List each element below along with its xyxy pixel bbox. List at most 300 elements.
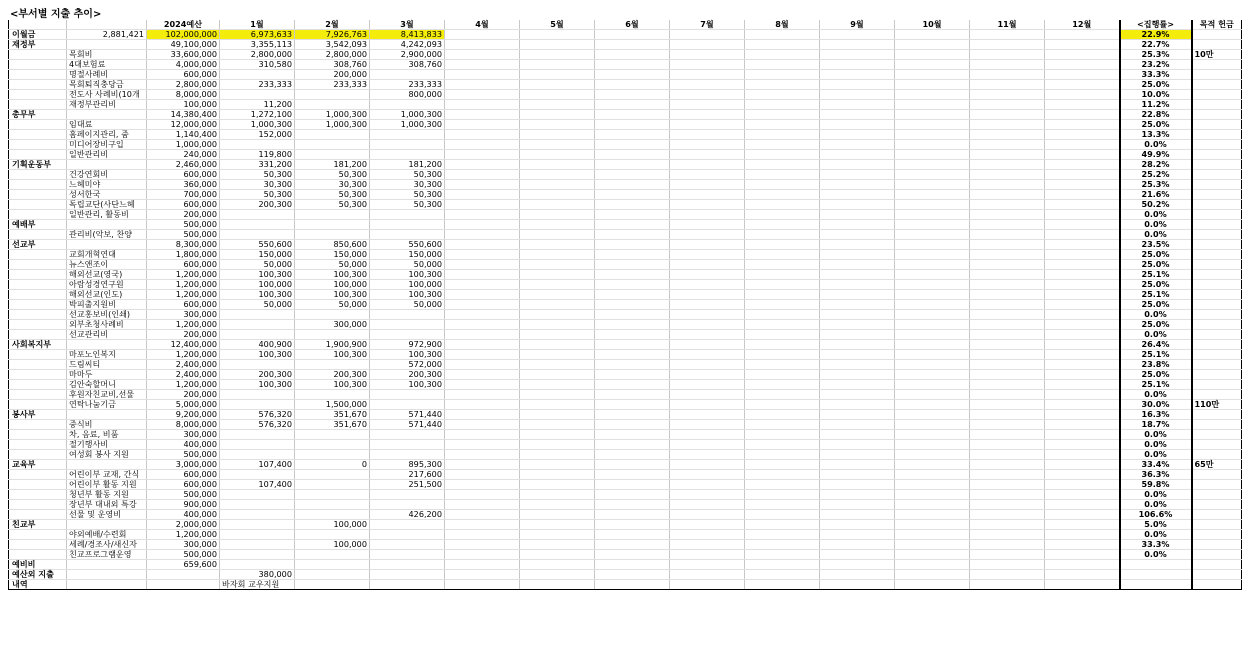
amount-cell[interactable]	[670, 380, 745, 390]
amount-cell[interactable]	[445, 380, 520, 390]
execution-rate-cell[interactable]: 25.3%	[1120, 180, 1192, 190]
department-cell[interactable]	[9, 450, 67, 460]
department-cell[interactable]	[9, 510, 67, 520]
amount-cell[interactable]	[895, 510, 970, 520]
amount-cell[interactable]	[745, 260, 820, 270]
amount-cell[interactable]	[970, 430, 1045, 440]
amount-cell[interactable]	[1045, 260, 1120, 270]
amount-cell[interactable]	[370, 450, 445, 460]
designated-offering-cell[interactable]	[1192, 160, 1242, 170]
amount-cell[interactable]	[520, 90, 595, 100]
amount-cell[interactable]	[1045, 390, 1120, 400]
amount-cell[interactable]: 600,000	[147, 300, 220, 310]
amount-cell[interactable]	[820, 110, 895, 120]
amount-cell[interactable]	[595, 260, 670, 270]
amount-cell[interactable]	[445, 80, 520, 90]
amount-cell[interactable]	[445, 40, 520, 50]
item-cell[interactable]: 어린이부 교재, 간식	[67, 470, 147, 480]
amount-cell[interactable]	[820, 200, 895, 210]
amount-cell[interactable]	[820, 340, 895, 350]
amount-cell[interactable]	[745, 420, 820, 430]
execution-rate-cell[interactable]: 33.4%	[1120, 460, 1192, 470]
amount-cell[interactable]	[595, 480, 670, 490]
amount-cell[interactable]	[895, 410, 970, 420]
execution-rate-cell[interactable]: 25.0%	[1120, 320, 1192, 330]
amount-cell[interactable]: 1,000,300	[295, 110, 370, 120]
amount-cell[interactable]	[745, 490, 820, 500]
column-header[interactable]: 12월	[1045, 20, 1120, 30]
department-cell[interactable]: 선교부	[9, 240, 67, 250]
amount-cell[interactable]	[820, 470, 895, 480]
amount-cell[interactable]	[745, 220, 820, 230]
amount-cell[interactable]	[445, 180, 520, 190]
execution-rate-cell[interactable]: 0.0%	[1120, 310, 1192, 320]
amount-cell[interactable]	[745, 470, 820, 480]
amount-cell[interactable]	[670, 280, 745, 290]
amount-cell[interactable]	[595, 520, 670, 530]
amount-cell[interactable]: 500,000	[147, 220, 220, 230]
amount-cell[interactable]	[745, 320, 820, 330]
amount-cell[interactable]	[445, 370, 520, 380]
amount-cell[interactable]	[520, 150, 595, 160]
amount-cell[interactable]	[595, 30, 670, 40]
amount-cell[interactable]	[970, 220, 1045, 230]
department-cell[interactable]	[9, 390, 67, 400]
designated-offering-cell[interactable]	[1192, 470, 1242, 480]
amount-cell[interactable]	[1045, 440, 1120, 450]
amount-cell[interactable]: 850,600	[295, 240, 370, 250]
item-cell[interactable]: 청년부 활동 지원	[67, 490, 147, 500]
item-cell[interactable]: 마포노인복지	[67, 350, 147, 360]
amount-cell[interactable]	[670, 200, 745, 210]
amount-cell[interactable]	[1045, 200, 1120, 210]
item-cell[interactable]: 후원자친교비,선물	[67, 390, 147, 400]
amount-cell[interactable]	[745, 580, 820, 590]
item-cell[interactable]: 일반관리, 활동비	[67, 210, 147, 220]
amount-cell[interactable]: 1,000,300	[220, 120, 295, 130]
amount-cell[interactable]	[220, 230, 295, 240]
amount-cell[interactable]	[745, 80, 820, 90]
designated-offering-cell[interactable]: 65만	[1192, 460, 1242, 470]
amount-cell[interactable]	[220, 540, 295, 550]
item-cell[interactable]	[67, 160, 147, 170]
designated-offering-cell[interactable]	[1192, 440, 1242, 450]
amount-cell[interactable]	[970, 80, 1045, 90]
amount-cell[interactable]	[745, 170, 820, 180]
execution-rate-cell[interactable]: 36.3%	[1120, 470, 1192, 480]
amount-cell[interactable]	[745, 450, 820, 460]
amount-cell[interactable]	[295, 130, 370, 140]
amount-cell[interactable]	[220, 140, 295, 150]
amount-cell[interactable]: 360,000	[147, 180, 220, 190]
execution-rate-cell[interactable]: 25.0%	[1120, 250, 1192, 260]
amount-cell[interactable]	[745, 530, 820, 540]
amount-cell[interactable]	[745, 270, 820, 280]
amount-cell[interactable]	[670, 220, 745, 230]
item-cell[interactable]	[67, 560, 147, 570]
amount-cell[interactable]	[895, 540, 970, 550]
amount-cell[interactable]	[670, 40, 745, 50]
amount-cell[interactable]	[370, 440, 445, 450]
amount-cell[interactable]	[595, 60, 670, 70]
amount-cell[interactable]	[520, 250, 595, 260]
item-cell[interactable]: 해외선교(인도)	[67, 290, 147, 300]
amount-cell[interactable]	[445, 220, 520, 230]
execution-rate-cell[interactable]: 26.4%	[1120, 340, 1192, 350]
amount-cell[interactable]	[520, 360, 595, 370]
amount-cell[interactable]: 572,000	[370, 360, 445, 370]
item-cell[interactable]: 4대보험료	[67, 60, 147, 70]
amount-cell[interactable]: 0	[295, 460, 370, 470]
amount-cell[interactable]	[520, 110, 595, 120]
amount-cell[interactable]	[745, 460, 820, 470]
amount-cell[interactable]	[220, 310, 295, 320]
department-cell[interactable]	[9, 100, 67, 110]
amount-cell[interactable]	[445, 340, 520, 350]
amount-cell[interactable]	[895, 480, 970, 490]
amount-cell[interactable]	[895, 580, 970, 590]
amount-cell[interactable]	[445, 100, 520, 110]
amount-cell[interactable]	[370, 220, 445, 230]
amount-cell[interactable]: 550,600	[220, 240, 295, 250]
amount-cell[interactable]	[670, 540, 745, 550]
amount-cell[interactable]	[820, 220, 895, 230]
amount-cell[interactable]	[895, 470, 970, 480]
amount-cell[interactable]	[445, 30, 520, 40]
amount-cell[interactable]	[895, 550, 970, 560]
amount-cell[interactable]	[520, 580, 595, 590]
amount-cell[interactable]	[745, 200, 820, 210]
amount-cell[interactable]	[670, 110, 745, 120]
amount-cell[interactable]	[970, 540, 1045, 550]
amount-cell[interactable]: 800,000	[370, 90, 445, 100]
amount-cell[interactable]	[895, 570, 970, 580]
department-cell[interactable]	[9, 420, 67, 430]
amount-cell[interactable]	[895, 230, 970, 240]
amount-cell[interactable]	[745, 280, 820, 290]
amount-cell[interactable]	[670, 210, 745, 220]
amount-cell[interactable]	[445, 520, 520, 530]
amount-cell[interactable]	[970, 150, 1045, 160]
amount-cell[interactable]	[895, 430, 970, 440]
execution-rate-cell[interactable]: 0.0%	[1120, 450, 1192, 460]
item-cell[interactable]: 교회개혁연대	[67, 250, 147, 260]
amount-cell[interactable]	[595, 390, 670, 400]
designated-offering-cell[interactable]	[1192, 420, 1242, 430]
amount-cell[interactable]: 100,300	[220, 290, 295, 300]
amount-cell[interactable]	[745, 310, 820, 320]
amount-cell[interactable]	[445, 320, 520, 330]
amount-cell[interactable]: 33,600,000	[147, 50, 220, 60]
amount-cell[interactable]: 659,600	[147, 560, 220, 570]
amount-cell[interactable]: 100,300	[220, 270, 295, 280]
amount-cell[interactable]: 200,000	[147, 330, 220, 340]
amount-cell[interactable]: 107,400	[220, 480, 295, 490]
designated-offering-cell[interactable]	[1192, 140, 1242, 150]
execution-rate-cell[interactable]: 11.2%	[1120, 100, 1192, 110]
item-cell[interactable]	[67, 220, 147, 230]
amount-cell[interactable]: 400,900	[220, 340, 295, 350]
amount-cell[interactable]: 1,800,000	[147, 250, 220, 260]
amount-cell[interactable]: 200,300	[295, 370, 370, 380]
amount-cell[interactable]	[895, 360, 970, 370]
department-cell[interactable]	[9, 350, 67, 360]
item-cell[interactable]: 외부초청사례비	[67, 320, 147, 330]
column-header[interactable]: 2024예산	[147, 20, 220, 30]
amount-cell[interactable]	[520, 350, 595, 360]
amount-cell[interactable]	[670, 550, 745, 560]
amount-cell[interactable]: 233,333	[220, 80, 295, 90]
amount-cell[interactable]	[970, 100, 1045, 110]
department-cell[interactable]	[9, 550, 67, 560]
amount-cell[interactable]	[820, 80, 895, 90]
amount-cell[interactable]	[895, 50, 970, 60]
item-cell[interactable]	[67, 460, 147, 470]
amount-cell[interactable]	[595, 230, 670, 240]
amount-cell[interactable]	[1045, 120, 1120, 130]
amount-cell[interactable]	[1045, 560, 1120, 570]
amount-cell[interactable]	[895, 110, 970, 120]
amount-cell[interactable]	[745, 440, 820, 450]
amount-cell[interactable]: 895,300	[370, 460, 445, 470]
item-cell[interactable]: 세례/경조사/새신자	[67, 540, 147, 550]
designated-offering-cell[interactable]	[1192, 320, 1242, 330]
amount-cell[interactable]	[670, 80, 745, 90]
amount-cell[interactable]	[820, 70, 895, 80]
amount-cell[interactable]	[820, 90, 895, 100]
designated-offering-cell[interactable]	[1192, 330, 1242, 340]
amount-cell[interactable]	[520, 130, 595, 140]
amount-cell[interactable]	[670, 270, 745, 280]
department-cell[interactable]	[9, 70, 67, 80]
amount-cell[interactable]	[220, 520, 295, 530]
amount-cell[interactable]	[895, 60, 970, 70]
amount-cell[interactable]	[970, 550, 1045, 560]
amount-cell[interactable]: 100,300	[295, 380, 370, 390]
amount-cell[interactable]	[445, 400, 520, 410]
amount-cell[interactable]	[520, 370, 595, 380]
amount-cell[interactable]	[147, 580, 220, 590]
amount-cell[interactable]	[670, 300, 745, 310]
amount-cell[interactable]	[820, 160, 895, 170]
amount-cell[interactable]	[595, 440, 670, 450]
amount-cell[interactable]	[445, 580, 520, 590]
amount-cell[interactable]	[1045, 280, 1120, 290]
department-cell[interactable]	[9, 60, 67, 70]
amount-cell[interactable]	[520, 220, 595, 230]
amount-cell[interactable]	[970, 190, 1045, 200]
amount-cell[interactable]: 8,413,833	[370, 30, 445, 40]
amount-cell[interactable]	[595, 320, 670, 330]
department-cell[interactable]	[9, 500, 67, 510]
amount-cell[interactable]	[895, 220, 970, 230]
execution-rate-cell[interactable]: 22.8%	[1120, 110, 1192, 120]
amount-cell[interactable]	[595, 500, 670, 510]
amount-cell[interactable]: 576,320	[220, 420, 295, 430]
department-cell[interactable]	[9, 200, 67, 210]
amount-cell[interactable]	[445, 50, 520, 60]
amount-cell[interactable]	[820, 280, 895, 290]
amount-cell[interactable]	[1045, 110, 1120, 120]
department-cell[interactable]	[9, 80, 67, 90]
designated-offering-cell[interactable]	[1192, 230, 1242, 240]
amount-cell[interactable]	[820, 300, 895, 310]
item-cell[interactable]: 연탁나눔기금	[67, 400, 147, 410]
designated-offering-cell[interactable]	[1192, 100, 1242, 110]
amount-cell[interactable]	[595, 210, 670, 220]
department-cell[interactable]	[9, 270, 67, 280]
amount-cell[interactable]	[220, 320, 295, 330]
designated-offering-cell[interactable]: 110만	[1192, 400, 1242, 410]
amount-cell[interactable]	[670, 330, 745, 340]
amount-cell[interactable]	[970, 350, 1045, 360]
amount-cell[interactable]	[295, 360, 370, 370]
amount-cell[interactable]: 50,000	[295, 300, 370, 310]
item-cell[interactable]: 명절사례비	[67, 70, 147, 80]
amount-cell[interactable]: 380,000	[220, 570, 295, 580]
designated-offering-cell[interactable]	[1192, 300, 1242, 310]
amount-cell[interactable]	[520, 120, 595, 130]
amount-cell[interactable]	[670, 50, 745, 60]
amount-cell[interactable]	[595, 80, 670, 90]
amount-cell[interactable]	[970, 310, 1045, 320]
amount-cell[interactable]: 50,000	[220, 260, 295, 270]
designated-offering-cell[interactable]	[1192, 490, 1242, 500]
amount-cell[interactable]	[520, 430, 595, 440]
amount-cell[interactable]	[520, 440, 595, 450]
amount-cell[interactable]	[970, 370, 1045, 380]
amount-cell[interactable]	[970, 410, 1045, 420]
amount-cell[interactable]	[670, 430, 745, 440]
amount-cell[interactable]	[295, 470, 370, 480]
amount-cell[interactable]	[295, 210, 370, 220]
amount-cell[interactable]: 8,000,000	[147, 420, 220, 430]
execution-rate-cell[interactable]: 25.0%	[1120, 300, 1192, 310]
designated-offering-cell[interactable]	[1192, 240, 1242, 250]
execution-rate-cell[interactable]: 50.2%	[1120, 200, 1192, 210]
item-cell[interactable]: 목회퇴직충당금	[67, 80, 147, 90]
amount-cell[interactable]: 1,200,000	[147, 530, 220, 540]
execution-rate-cell[interactable]: 21.6%	[1120, 190, 1192, 200]
amount-cell[interactable]	[970, 70, 1045, 80]
item-cell[interactable]: 목회비	[67, 50, 147, 60]
amount-cell[interactable]	[895, 300, 970, 310]
amount-cell[interactable]	[970, 460, 1045, 470]
designated-offering-cell[interactable]	[1192, 220, 1242, 230]
amount-cell[interactable]	[970, 530, 1045, 540]
amount-cell[interactable]	[670, 260, 745, 270]
department-cell[interactable]: 봉사부	[9, 410, 67, 420]
amount-cell[interactable]	[445, 360, 520, 370]
amount-cell[interactable]	[895, 180, 970, 190]
amount-cell[interactable]	[970, 210, 1045, 220]
amount-cell[interactable]: 600,000	[147, 260, 220, 270]
amount-cell[interactable]	[520, 260, 595, 270]
execution-rate-cell[interactable]: 22.7%	[1120, 40, 1192, 50]
amount-cell[interactable]	[520, 230, 595, 240]
designated-offering-cell[interactable]	[1192, 360, 1242, 370]
amount-cell[interactable]	[1045, 240, 1120, 250]
amount-cell[interactable]	[1045, 510, 1120, 520]
amount-cell[interactable]	[670, 420, 745, 430]
amount-cell[interactable]	[1045, 50, 1120, 60]
column-header[interactable]: 7월	[670, 20, 745, 30]
amount-cell[interactable]	[670, 520, 745, 530]
amount-cell[interactable]	[970, 130, 1045, 140]
amount-cell[interactable]	[895, 40, 970, 50]
amount-cell[interactable]	[1045, 580, 1120, 590]
amount-cell[interactable]	[670, 530, 745, 540]
amount-cell[interactable]	[445, 300, 520, 310]
column-header[interactable]: <집행률>	[1120, 20, 1192, 30]
amount-cell[interactable]: 571,440	[370, 420, 445, 430]
amount-cell[interactable]	[745, 140, 820, 150]
amount-cell[interactable]	[670, 120, 745, 130]
amount-cell[interactable]	[1045, 210, 1120, 220]
amount-cell[interactable]	[670, 480, 745, 490]
amount-cell[interactable]	[370, 540, 445, 550]
amount-cell[interactable]	[220, 550, 295, 560]
amount-cell[interactable]	[520, 480, 595, 490]
execution-rate-cell[interactable]: 25.3%	[1120, 50, 1192, 60]
amount-cell[interactable]	[595, 560, 670, 570]
amount-cell[interactable]	[670, 360, 745, 370]
amount-cell[interactable]	[595, 340, 670, 350]
amount-cell[interactable]	[220, 430, 295, 440]
amount-cell[interactable]	[595, 140, 670, 150]
amount-cell[interactable]	[445, 200, 520, 210]
amount-cell[interactable]: 50,000	[220, 300, 295, 310]
execution-rate-cell[interactable]: 5.0%	[1120, 520, 1192, 530]
amount-cell[interactable]	[895, 70, 970, 80]
amount-cell[interactable]	[895, 460, 970, 470]
amount-cell[interactable]: 3,355,113	[220, 40, 295, 50]
amount-cell[interactable]	[1045, 570, 1120, 580]
amount-cell[interactable]: 1,900,900	[295, 340, 370, 350]
execution-rate-cell[interactable]: 23.5%	[1120, 240, 1192, 250]
amount-cell[interactable]	[1045, 170, 1120, 180]
amount-cell[interactable]	[895, 380, 970, 390]
item-cell[interactable]: 차, 음료, 비품	[67, 430, 147, 440]
execution-rate-cell[interactable]	[1120, 580, 1192, 590]
amount-cell[interactable]: 4,000,000	[147, 60, 220, 70]
amount-cell[interactable]	[445, 280, 520, 290]
amount-cell[interactable]	[445, 120, 520, 130]
amount-cell[interactable]	[595, 50, 670, 60]
amount-cell[interactable]	[295, 480, 370, 490]
amount-cell[interactable]	[595, 460, 670, 470]
item-cell[interactable]: 홈페이지관리, 줌	[67, 130, 147, 140]
item-cell[interactable]: 장년부 대내외 특강	[67, 500, 147, 510]
amount-cell[interactable]	[895, 170, 970, 180]
amount-cell[interactable]	[895, 500, 970, 510]
amount-cell[interactable]	[445, 210, 520, 220]
amount-cell[interactable]	[820, 260, 895, 270]
amount-cell[interactable]	[970, 90, 1045, 100]
amount-cell[interactable]: 351,670	[295, 420, 370, 430]
department-cell[interactable]: 기획운동부	[9, 160, 67, 170]
amount-cell[interactable]	[895, 160, 970, 170]
amount-cell[interactable]	[295, 220, 370, 230]
item-cell[interactable]: 독립교단(사단느헤	[67, 200, 147, 210]
amount-cell[interactable]: 1,200,000	[147, 380, 220, 390]
amount-cell[interactable]	[595, 240, 670, 250]
amount-cell[interactable]	[745, 130, 820, 140]
department-cell[interactable]	[9, 230, 67, 240]
amount-cell[interactable]	[295, 230, 370, 240]
amount-cell[interactable]: 1,272,100	[220, 110, 295, 120]
designated-offering-cell[interactable]	[1192, 90, 1242, 100]
